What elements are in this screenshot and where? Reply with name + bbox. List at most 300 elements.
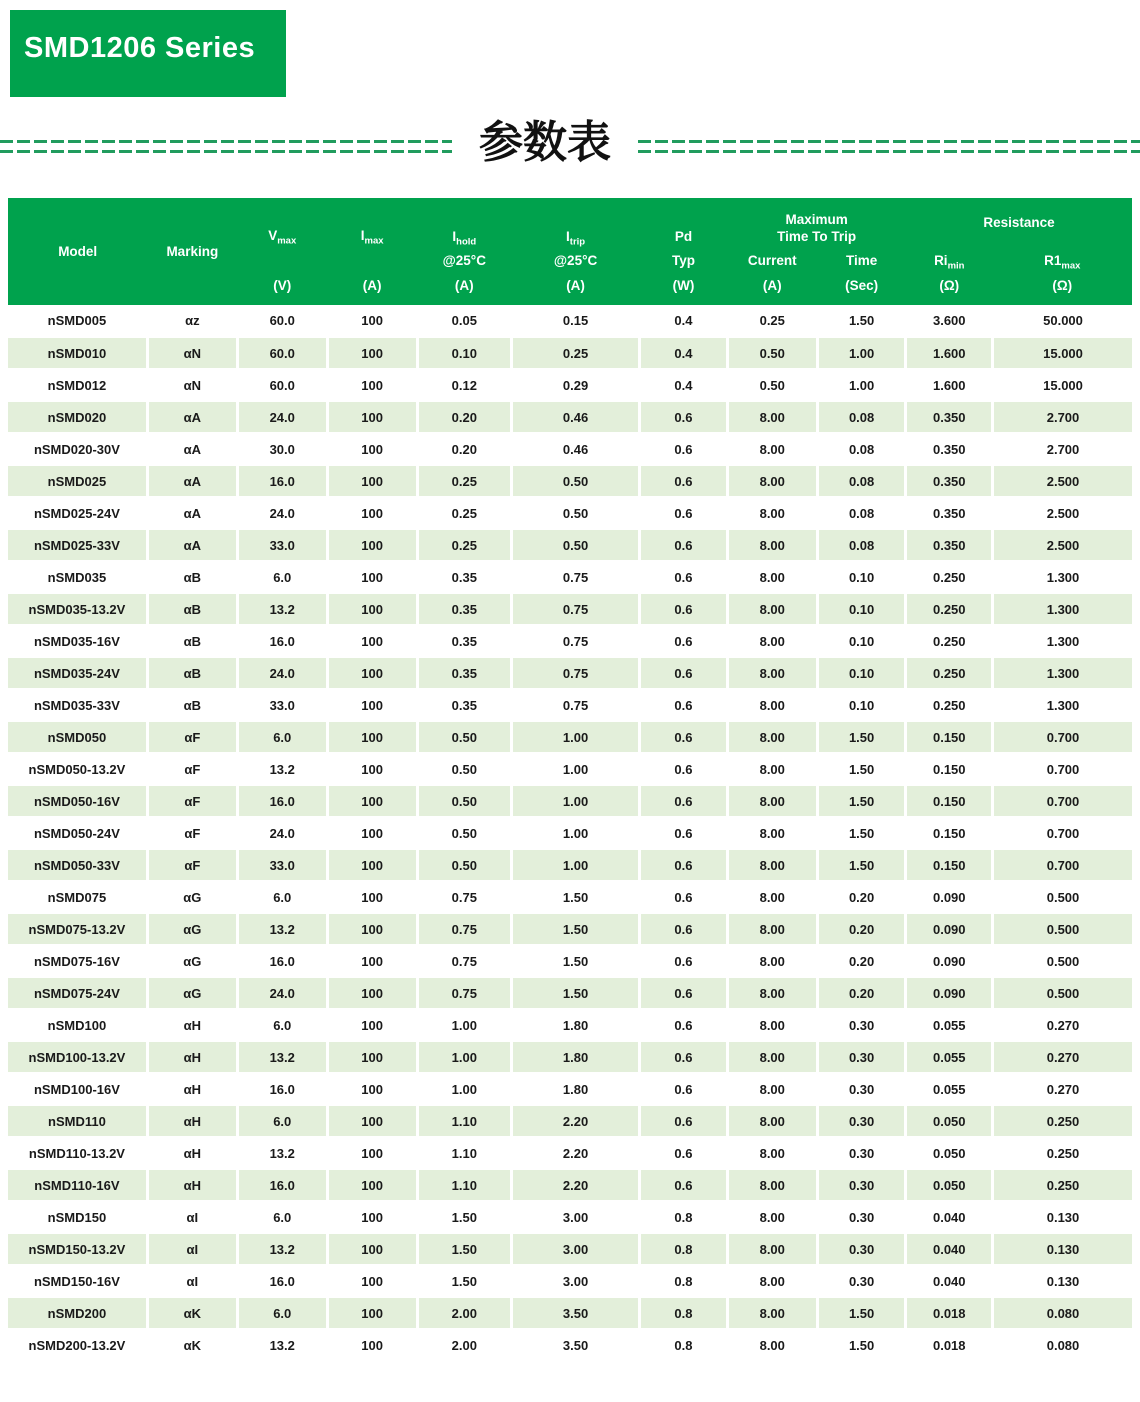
table-cell: 100 bbox=[327, 657, 417, 689]
table-cell: 16.0 bbox=[237, 1169, 327, 1201]
table-cell: 13.2 bbox=[237, 1041, 327, 1073]
table-cell: αA bbox=[147, 497, 237, 529]
table-cell: 0.250 bbox=[906, 561, 993, 593]
table-cell: 0.6 bbox=[640, 401, 728, 433]
dashed-rule-right bbox=[638, 140, 1140, 154]
table-cell: 1.50 bbox=[817, 721, 906, 753]
table-cell: 100 bbox=[327, 1233, 417, 1265]
table-cell: 2.700 bbox=[993, 401, 1132, 433]
table-cell: 2.00 bbox=[417, 1297, 511, 1329]
table-cell: 0.150 bbox=[906, 849, 993, 881]
table-cell: 1.10 bbox=[417, 1105, 511, 1137]
table-row bbox=[8, 561, 1132, 593]
table-cell: 8.00 bbox=[727, 625, 817, 657]
table-cell: 0.29 bbox=[512, 369, 640, 401]
table-cell: nSMD035-33V bbox=[8, 689, 147, 721]
table-cell: 0.10 bbox=[817, 625, 906, 657]
unit-pd: (W) bbox=[640, 273, 728, 305]
table-cell: 100 bbox=[327, 1105, 417, 1137]
table-row bbox=[8, 1041, 1132, 1073]
table-cell: αN bbox=[147, 337, 237, 369]
table-cell: 0.6 bbox=[640, 497, 728, 529]
table-cell: 3.50 bbox=[512, 1297, 640, 1329]
table-cell: 0.500 bbox=[993, 881, 1132, 913]
table-cell: 0.6 bbox=[640, 721, 728, 753]
table-cell: 24.0 bbox=[237, 977, 327, 1009]
table-cell: 0.090 bbox=[906, 945, 993, 977]
table-cell: nSMD075 bbox=[8, 881, 147, 913]
table-cell: 0.350 bbox=[906, 401, 993, 433]
table-cell: αB bbox=[147, 689, 237, 721]
table-cell: 100 bbox=[327, 593, 417, 625]
table-cell: 100 bbox=[327, 561, 417, 593]
table-cell: αA bbox=[147, 465, 237, 497]
table-cell: αH bbox=[147, 1169, 237, 1201]
table-cell: 8.00 bbox=[727, 1297, 817, 1329]
table-cell: 0.75 bbox=[417, 913, 511, 945]
table-cell: 0.75 bbox=[512, 657, 640, 689]
table-cell: 0.250 bbox=[993, 1137, 1132, 1169]
table-cell: 15.000 bbox=[993, 369, 1132, 401]
table-cell: 24.0 bbox=[237, 497, 327, 529]
table-cell: 0.6 bbox=[640, 881, 728, 913]
table-cell: 0.6 bbox=[640, 433, 728, 465]
table-cell: 6.0 bbox=[237, 1201, 327, 1233]
table-cell: nSMD050-33V bbox=[8, 849, 147, 881]
table-cell: αI bbox=[147, 1233, 237, 1265]
table-cell: 1.50 bbox=[512, 945, 640, 977]
table-cell: 60.0 bbox=[237, 337, 327, 369]
table-cell: αF bbox=[147, 785, 237, 817]
table-cell: 1.50 bbox=[817, 305, 906, 337]
table-cell: 13.2 bbox=[237, 1137, 327, 1169]
table-cell: 13.2 bbox=[237, 1233, 327, 1265]
table-cell: nSMD050 bbox=[8, 721, 147, 753]
table-cell: 1.00 bbox=[512, 817, 640, 849]
table-cell: 0.30 bbox=[817, 1041, 906, 1073]
table-cell: 1.00 bbox=[512, 849, 640, 881]
table-cell: nSMD150 bbox=[8, 1201, 147, 1233]
table-cell: 0.50 bbox=[512, 497, 640, 529]
table-cell: 0.35 bbox=[417, 625, 511, 657]
table-cell: 0.040 bbox=[906, 1201, 993, 1233]
table-row bbox=[8, 529, 1132, 561]
table-cell: 60.0 bbox=[237, 305, 327, 337]
table-cell: 0.6 bbox=[640, 945, 728, 977]
table-cell: 33.0 bbox=[237, 849, 327, 881]
table-cell: αH bbox=[147, 1105, 237, 1137]
table-cell: 3.600 bbox=[906, 305, 993, 337]
table-cell: 0.250 bbox=[993, 1169, 1132, 1201]
table-cell: 0.10 bbox=[817, 657, 906, 689]
table-cell: 0.20 bbox=[417, 433, 511, 465]
table-cell: 0.150 bbox=[906, 721, 993, 753]
table-cell: 0.35 bbox=[417, 561, 511, 593]
table-cell: 0.6 bbox=[640, 1009, 728, 1041]
table-cell: nSMD110-16V bbox=[8, 1169, 147, 1201]
table-cell: 0.30 bbox=[817, 1201, 906, 1233]
table-cell: 0.6 bbox=[640, 753, 728, 785]
table-cell: 0.6 bbox=[640, 1169, 728, 1201]
dashed-rule-left bbox=[0, 140, 452, 154]
col-header-marking: Marking bbox=[147, 198, 237, 305]
table-cell: 0.4 bbox=[640, 305, 728, 337]
col-subheader-rimin: $Ri_{min}$ bbox=[906, 248, 993, 273]
table-cell: 6.0 bbox=[237, 1297, 327, 1329]
table-cell: αK bbox=[147, 1329, 237, 1361]
table-cell: 8.00 bbox=[727, 1105, 817, 1137]
table-cell: 1.300 bbox=[993, 689, 1132, 721]
table-cell: 0.50 bbox=[727, 369, 817, 401]
table-cell: 1.00 bbox=[512, 753, 640, 785]
table-row bbox=[8, 369, 1132, 401]
table-cell: 0.75 bbox=[417, 977, 511, 1009]
table-cell: nSMD020 bbox=[8, 401, 147, 433]
table-cell: 100 bbox=[327, 1265, 417, 1297]
table-cell: 0.050 bbox=[906, 1105, 993, 1137]
table-cell: 8.00 bbox=[727, 1233, 817, 1265]
table-row bbox=[8, 689, 1132, 721]
table-row bbox=[8, 1009, 1132, 1041]
series-title: SMD1206 Series bbox=[24, 32, 256, 64]
table-cell: 0.6 bbox=[640, 529, 728, 561]
table-cell: 0.50 bbox=[417, 817, 511, 849]
table-cell: 8.00 bbox=[727, 753, 817, 785]
table-cell: 0.055 bbox=[906, 1041, 993, 1073]
table-cell: 2.20 bbox=[512, 1137, 640, 1169]
table-cell: 16.0 bbox=[237, 785, 327, 817]
table-cell: 1.80 bbox=[512, 1041, 640, 1073]
table-cell: 0.10 bbox=[817, 689, 906, 721]
table-cell: 2.20 bbox=[512, 1169, 640, 1201]
table-row bbox=[8, 1073, 1132, 1105]
table-cell: nSMD110 bbox=[8, 1105, 147, 1137]
table-cell: 6.0 bbox=[237, 1009, 327, 1041]
table-cell: 0.050 bbox=[906, 1169, 993, 1201]
table-cell: 0.250 bbox=[906, 689, 993, 721]
table-cell: 0.090 bbox=[906, 977, 993, 1009]
table-body bbox=[8, 305, 1132, 1361]
table-row bbox=[8, 1329, 1132, 1361]
table-cell: 0.6 bbox=[640, 913, 728, 945]
table-cell: 0.25 bbox=[512, 337, 640, 369]
table-cell: nSMD050-13.2V bbox=[8, 753, 147, 785]
table-cell: 0.6 bbox=[640, 689, 728, 721]
group-header-resistance: Resistance bbox=[906, 198, 1132, 248]
table-cell: 0.270 bbox=[993, 1009, 1132, 1041]
table-cell: αz bbox=[147, 305, 237, 337]
table-cell: 0.46 bbox=[512, 401, 640, 433]
table-cell: 0.10 bbox=[817, 561, 906, 593]
table-cell: 0.35 bbox=[417, 593, 511, 625]
table-cell: 24.0 bbox=[237, 817, 327, 849]
table-cell: nSMD050-24V bbox=[8, 817, 147, 849]
table-cell: 0.130 bbox=[993, 1201, 1132, 1233]
table-cell: 33.0 bbox=[237, 689, 327, 721]
table-cell: 0.6 bbox=[640, 817, 728, 849]
table-cell: 13.2 bbox=[237, 1329, 327, 1361]
table-row bbox=[8, 305, 1132, 337]
table-row bbox=[8, 465, 1132, 497]
section-title: 参数表 bbox=[479, 118, 611, 167]
table-row bbox=[8, 721, 1132, 753]
table-cell: 0.50 bbox=[417, 721, 511, 753]
table-cell: 0.20 bbox=[817, 881, 906, 913]
table-cell: nSMD035-16V bbox=[8, 625, 147, 657]
table-cell: 1.50 bbox=[417, 1265, 511, 1297]
table-cell: 8.00 bbox=[727, 529, 817, 561]
unit-time: (Sec) bbox=[817, 273, 906, 305]
table-cell: 1.50 bbox=[817, 1297, 906, 1329]
table-cell: 0.500 bbox=[993, 945, 1132, 977]
table-cell: 0.15 bbox=[512, 305, 640, 337]
table-cell: 6.0 bbox=[237, 561, 327, 593]
unit-r1max: (Ω) bbox=[993, 273, 1132, 305]
table-cell: αH bbox=[147, 1041, 237, 1073]
table-cell: 6.0 bbox=[237, 721, 327, 753]
table-cell: αH bbox=[147, 1137, 237, 1169]
table-cell: 0.30 bbox=[817, 1137, 906, 1169]
table-cell: 0.6 bbox=[640, 593, 728, 625]
table-cell: αB bbox=[147, 625, 237, 657]
table-cell: 0.50 bbox=[417, 849, 511, 881]
table-cell: 0.270 bbox=[993, 1041, 1132, 1073]
table-cell: 0.350 bbox=[906, 497, 993, 529]
table-cell: 0.6 bbox=[640, 849, 728, 881]
table-cell: 8.00 bbox=[727, 1073, 817, 1105]
table-cell: 13.2 bbox=[237, 913, 327, 945]
table-cell: nSMD005 bbox=[8, 305, 147, 337]
table-cell: 1.00 bbox=[512, 721, 640, 753]
table-row bbox=[8, 945, 1132, 977]
table-cell: 0.6 bbox=[640, 657, 728, 689]
table-cell: αF bbox=[147, 753, 237, 785]
table-cell: 0.055 bbox=[906, 1073, 993, 1105]
table-cell: 0.75 bbox=[417, 945, 511, 977]
table-cell: 8.00 bbox=[727, 1169, 817, 1201]
table-cell: 100 bbox=[327, 1201, 417, 1233]
table-cell: 2.20 bbox=[512, 1105, 640, 1137]
table-cell: 100 bbox=[327, 337, 417, 369]
table-cell: 0.6 bbox=[640, 785, 728, 817]
section-title-row bbox=[0, 113, 1140, 173]
table-cell: 0.25 bbox=[727, 305, 817, 337]
table-cell: 0.20 bbox=[817, 913, 906, 945]
table-cell: nSMD100 bbox=[8, 1009, 147, 1041]
table-cell: 0.8 bbox=[640, 1329, 728, 1361]
table-cell: 0.46 bbox=[512, 433, 640, 465]
table-cell: 0.6 bbox=[640, 465, 728, 497]
table-cell: 0.8 bbox=[640, 1233, 728, 1265]
col-header-model: Model bbox=[8, 198, 147, 305]
table-cell: 0.75 bbox=[512, 689, 640, 721]
table-cell: αN bbox=[147, 369, 237, 401]
unit-ihold: (A) bbox=[417, 273, 511, 305]
table-row bbox=[8, 497, 1132, 529]
table-cell: nSMD075-13.2V bbox=[8, 913, 147, 945]
table-cell: 1.600 bbox=[906, 337, 993, 369]
table-cell: 0.25 bbox=[417, 497, 511, 529]
table-cell: 0.50 bbox=[727, 337, 817, 369]
table-cell: 0.130 bbox=[993, 1265, 1132, 1297]
table-cell: 8.00 bbox=[727, 1265, 817, 1297]
table-cell: αK bbox=[147, 1297, 237, 1329]
table-cell: 100 bbox=[327, 465, 417, 497]
table-cell: 2.500 bbox=[993, 497, 1132, 529]
table-cell: αA bbox=[147, 529, 237, 561]
table-cell: 8.00 bbox=[727, 1009, 817, 1041]
col-header-imax: $I_{max}$ bbox=[327, 198, 417, 273]
table-cell: 100 bbox=[327, 529, 417, 561]
table-cell: αI bbox=[147, 1265, 237, 1297]
table-row bbox=[8, 1105, 1132, 1137]
table-cell: 0.700 bbox=[993, 785, 1132, 817]
table-cell: αF bbox=[147, 849, 237, 881]
col-subheader-current: Current bbox=[727, 248, 817, 273]
table-cell: αG bbox=[147, 881, 237, 913]
unit-vmax: (V) bbox=[237, 273, 327, 305]
table-cell: 100 bbox=[327, 369, 417, 401]
table-cell: 8.00 bbox=[727, 593, 817, 625]
table-cell: 0.080 bbox=[993, 1297, 1132, 1329]
table-cell: 0.250 bbox=[993, 1105, 1132, 1137]
table-cell: 8.00 bbox=[727, 1329, 817, 1361]
table-cell: 0.08 bbox=[817, 401, 906, 433]
table-cell: 1.80 bbox=[512, 1073, 640, 1105]
table-cell: 100 bbox=[327, 625, 417, 657]
table-cell: 1.300 bbox=[993, 593, 1132, 625]
table-cell: 0.250 bbox=[906, 625, 993, 657]
table-cell: 100 bbox=[327, 1137, 417, 1169]
table-cell: 100 bbox=[327, 881, 417, 913]
table-cell: αF bbox=[147, 817, 237, 849]
table-cell: 0.6 bbox=[640, 1105, 728, 1137]
table-cell: 0.20 bbox=[417, 401, 511, 433]
table-cell: 8.00 bbox=[727, 561, 817, 593]
table-row bbox=[8, 593, 1132, 625]
table-cell: 100 bbox=[327, 721, 417, 753]
table-cell: 0.040 bbox=[906, 1233, 993, 1265]
col-header-vmax: $V_{max}$ bbox=[237, 198, 327, 273]
table-cell: 0.090 bbox=[906, 913, 993, 945]
table-cell: 24.0 bbox=[237, 657, 327, 689]
table-cell: nSMD110-13.2V bbox=[8, 1137, 147, 1169]
table-cell: 8.00 bbox=[727, 1201, 817, 1233]
table-cell: 8.00 bbox=[727, 1041, 817, 1073]
table-cell: 16.0 bbox=[237, 1265, 327, 1297]
table-cell: 0.700 bbox=[993, 849, 1132, 881]
table-cell: nSMD025-24V bbox=[8, 497, 147, 529]
table-cell: 8.00 bbox=[727, 945, 817, 977]
table-cell: 0.30 bbox=[817, 1009, 906, 1041]
table-cell: nSMD200-13.2V bbox=[8, 1329, 147, 1361]
table-row bbox=[8, 849, 1132, 881]
table-cell: 0.30 bbox=[817, 1233, 906, 1265]
table-cell: 0.50 bbox=[417, 753, 511, 785]
table-cell: 1.00 bbox=[417, 1009, 511, 1041]
table-cell: 0.4 bbox=[640, 369, 728, 401]
table-cell: 0.6 bbox=[640, 561, 728, 593]
table-cell: 0.30 bbox=[817, 1105, 906, 1137]
table-cell: 100 bbox=[327, 433, 417, 465]
table-cell: αB bbox=[147, 561, 237, 593]
unit-rimin: (Ω) bbox=[906, 273, 993, 305]
table-cell: 16.0 bbox=[237, 1073, 327, 1105]
table-row bbox=[8, 817, 1132, 849]
table-cell: 24.0 bbox=[237, 401, 327, 433]
table-cell: 0.20 bbox=[817, 945, 906, 977]
table-cell: 0.75 bbox=[512, 561, 640, 593]
col-subheader-itrip-cond: @25°C bbox=[512, 248, 640, 273]
series-banner bbox=[10, 10, 286, 97]
table-cell: 1.50 bbox=[817, 753, 906, 785]
col-subheader-pd-typ: Typ bbox=[640, 248, 728, 273]
table-cell: 0.08 bbox=[817, 433, 906, 465]
table-row bbox=[8, 337, 1132, 369]
table-cell: 0.4 bbox=[640, 337, 728, 369]
table-cell: 0.75 bbox=[512, 625, 640, 657]
table-cell: 1.50 bbox=[417, 1201, 511, 1233]
unit-itrip: (A) bbox=[512, 273, 640, 305]
table-cell: 0.10 bbox=[417, 337, 511, 369]
unit-imax: (A) bbox=[327, 273, 417, 305]
table-cell: 8.00 bbox=[727, 689, 817, 721]
table-row bbox=[8, 401, 1132, 433]
table-cell: 1.00 bbox=[817, 369, 906, 401]
table-row bbox=[8, 625, 1132, 657]
table-cell: 2.700 bbox=[993, 433, 1132, 465]
table-cell: 1.300 bbox=[993, 625, 1132, 657]
table-cell: 8.00 bbox=[727, 465, 817, 497]
table-cell: 8.00 bbox=[727, 977, 817, 1009]
table-cell: 0.150 bbox=[906, 753, 993, 785]
table-cell: 13.2 bbox=[237, 753, 327, 785]
table-cell: 1.300 bbox=[993, 657, 1132, 689]
table-cell: αG bbox=[147, 913, 237, 945]
table-cell: 0.350 bbox=[906, 465, 993, 497]
table-cell: 0.05 bbox=[417, 305, 511, 337]
table-cell: 8.00 bbox=[727, 721, 817, 753]
table-cell: 0.130 bbox=[993, 1233, 1132, 1265]
table-cell: 8.00 bbox=[727, 785, 817, 817]
table-cell: 30.0 bbox=[237, 433, 327, 465]
table-cell: 100 bbox=[327, 913, 417, 945]
table-cell: 0.6 bbox=[640, 1073, 728, 1105]
table-cell: nSMD100-16V bbox=[8, 1073, 147, 1105]
table-cell: 15.000 bbox=[993, 337, 1132, 369]
table-cell: 0.35 bbox=[417, 657, 511, 689]
table-cell: 0.080 bbox=[993, 1329, 1132, 1361]
table-cell: 0.8 bbox=[640, 1297, 728, 1329]
table-cell: 0.75 bbox=[512, 593, 640, 625]
table-cell: 100 bbox=[327, 401, 417, 433]
table-cell: 60.0 bbox=[237, 369, 327, 401]
table-cell: 13.2 bbox=[237, 593, 327, 625]
table-cell: 16.0 bbox=[237, 945, 327, 977]
table-cell: 0.700 bbox=[993, 721, 1132, 753]
table-cell: 1.50 bbox=[417, 1233, 511, 1265]
table-cell: 1.50 bbox=[817, 849, 906, 881]
table-cell: nSMD012 bbox=[8, 369, 147, 401]
table-cell: 8.00 bbox=[727, 433, 817, 465]
table-cell: 16.0 bbox=[237, 625, 327, 657]
table-cell: 0.6 bbox=[640, 977, 728, 1009]
table-cell: 3.00 bbox=[512, 1265, 640, 1297]
table-cell: 1.00 bbox=[417, 1073, 511, 1105]
table-row bbox=[8, 977, 1132, 1009]
table-cell: 1.300 bbox=[993, 561, 1132, 593]
table-cell: 0.090 bbox=[906, 881, 993, 913]
